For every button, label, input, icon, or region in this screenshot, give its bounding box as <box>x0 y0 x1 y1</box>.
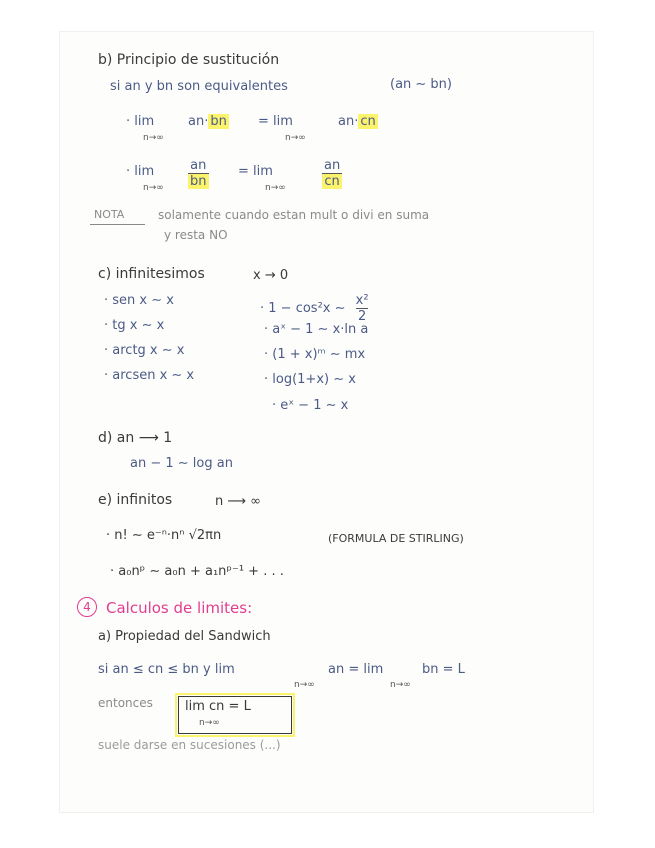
rule1-expr-left: an· bn <box>188 114 227 129</box>
section-number-circle: 4 <box>77 597 97 617</box>
section-c-cond: x → 0 <box>253 268 289 283</box>
section-4-title: Calculos de limites: <box>106 599 253 617</box>
section-b-intro-paren: (an ∼ bn) <box>390 77 452 92</box>
stirling-name: (FORMULA DE STIRLING) <box>328 532 464 545</box>
section-b-intro: si an y bn son equivalentes <box>110 79 288 94</box>
section-c-title: c) infinitesimos <box>98 266 205 282</box>
polynomial-equivalence: · a₀nᵖ ∼ a₀n + a₁nᵖ⁻¹ + . . . <box>110 564 284 579</box>
sandwich-result-sub: n→∞ <box>199 718 220 728</box>
rule1-sub-right: n→∞ <box>285 133 306 143</box>
sandwich-sub-1: n→∞ <box>294 680 315 690</box>
sandwich-then: entonces <box>98 696 153 710</box>
section-d-title: d) an ⟶ 1 <box>98 430 173 446</box>
section-b-title: b) Principio de sustitución <box>98 52 280 68</box>
rule1-sub-left: n→∞ <box>143 133 164 143</box>
infinitesimal-left-2: · tg x ∼ x <box>104 318 165 333</box>
rule1-eq: = lim <box>258 114 293 129</box>
nota-line1: solamente cuando estan mult o divi en suma <box>158 208 430 222</box>
section-d-formula: an − 1 ∼ log an <box>130 456 233 471</box>
nota-line2: y resta NO <box>164 228 228 242</box>
rule2-sub-left: n→∞ <box>143 183 164 193</box>
infinitesimal-right-1: · 1 − cos²x ∼ $\frac{\text{x²}}{2}$ <box>260 293 369 324</box>
sandwich-sub-2: n→∞ <box>390 680 411 690</box>
section-e-title: e) infinitos <box>98 492 173 508</box>
rule2-lim-left: · lim <box>126 164 155 179</box>
infinitesimal-right-4: · log(1+x) ∼ x <box>264 372 356 387</box>
rule2-eq: = lim <box>238 164 273 179</box>
infinitesimal-left-4: · arcsen x ∼ x <box>104 368 195 383</box>
infinitesimal-right-3: · (1 + x)ᵐ ∼ mx <box>264 347 366 362</box>
section-e-cond: n ⟶ ∞ <box>215 494 261 509</box>
sandwich-result: lim cn = L <box>185 699 251 714</box>
nota-label: NOTA <box>94 208 125 221</box>
rule2-frac-left: $\frac{an}{bn}$ <box>190 158 207 189</box>
sandwich-note: suele darse en sucesiones (...) <box>98 738 281 752</box>
rule2-sub-right: n→∞ <box>265 183 286 193</box>
infinitesimal-right-2: · aˣ − 1 ∼ x·ln a <box>264 322 369 337</box>
sandwich-title: a) Propiedad del Sandwich <box>98 629 271 644</box>
sandwich-cond-a: si an ≤ cn ≤ bn y lim <box>98 662 235 677</box>
sandwich-cond-b: an = lim <box>328 662 384 677</box>
infinitesimal-left-3: · arctg x ∼ x <box>104 343 185 358</box>
rule1-lim-left: · lim <box>126 114 155 129</box>
infinitesimal-right-5: · eˣ − 1 ∼ x <box>272 398 349 413</box>
sandwich-cond-c: bn = L <box>422 662 465 677</box>
sandwich-result-box <box>178 696 292 734</box>
notebook-page <box>60 32 593 812</box>
rule1-expr-right: an· cn <box>338 114 376 129</box>
stirling-formula: · n! ∼ e⁻ⁿ·nⁿ √2πn <box>106 528 222 543</box>
infinitesimal-left-1: · sen x ∼ x <box>104 293 174 308</box>
nota-underline <box>90 224 145 225</box>
rule2-frac-right: $\frac{an}{cn}$ <box>324 158 341 189</box>
